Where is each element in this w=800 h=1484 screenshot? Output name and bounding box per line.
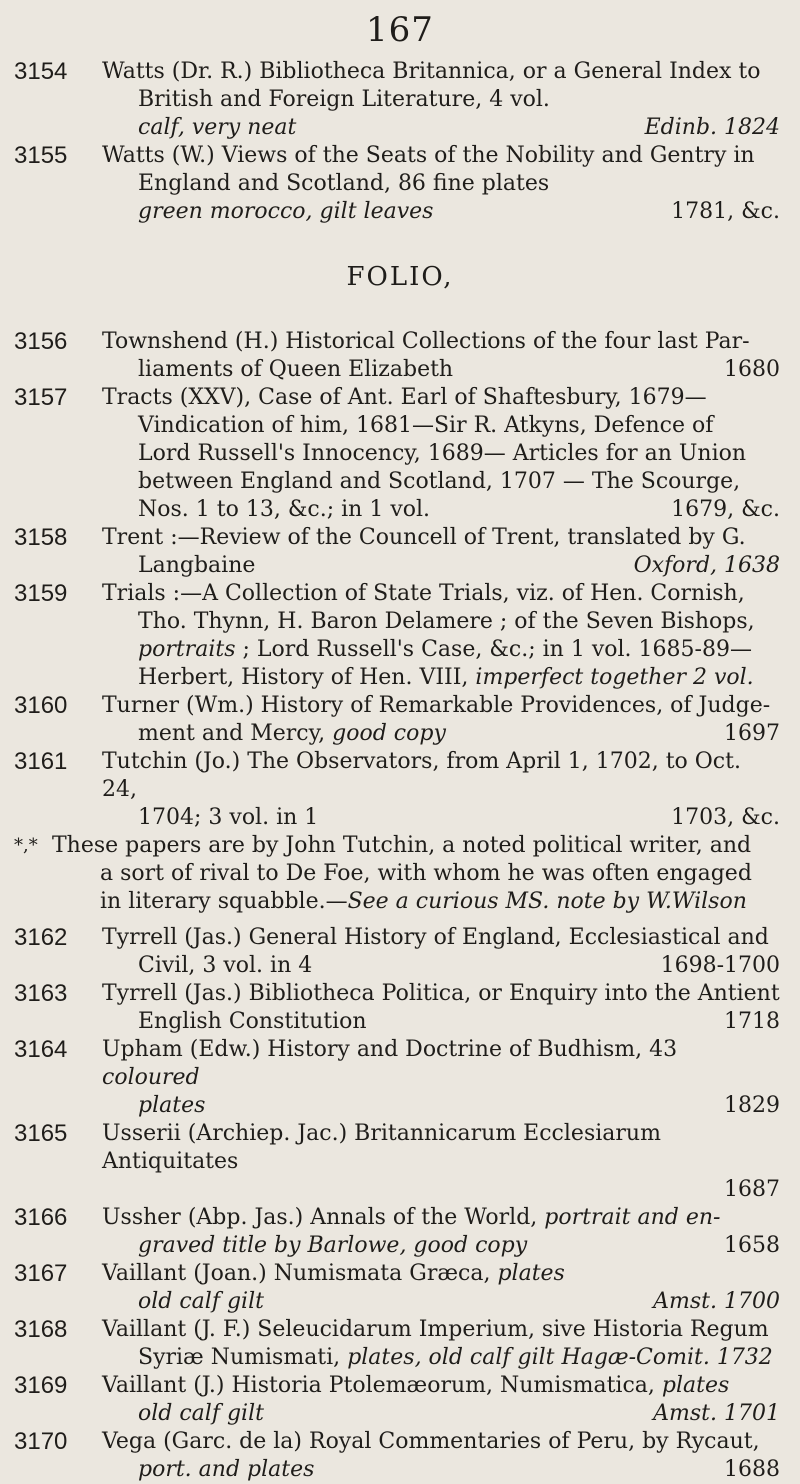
catalogue-entry <box>0 924 800 980</box>
entry-date: 1679, &c. <box>671 497 780 522</box>
entry-date: 1658 <box>724 1233 780 1258</box>
entry-detail: plates <box>497 1261 565 1286</box>
section-heading: FOLIO, <box>346 262 454 292</box>
entry-detail: portrait and en- <box>544 1205 721 1230</box>
entry-detail: plates <box>138 1093 206 1118</box>
entry-continuation: Civil, 3 vol. in 4 <box>138 953 313 978</box>
catalogue-entry <box>0 748 800 832</box>
catalogue-entry <box>0 1428 800 1484</box>
entry-title: Tyrrell (Jas.) General History of England, Ecclesiastical and <box>102 925 769 950</box>
entry-detail: imperfect <box>475 665 584 690</box>
catalogue-entries <box>0 58 800 1484</box>
entry-detail: port. and plates <box>138 1457 315 1482</box>
lot-number: 3161 <box>14 748 68 775</box>
catalogue-entry <box>0 58 800 142</box>
catalogue-entry <box>0 1204 800 1260</box>
lot-number: 3158 <box>14 524 68 551</box>
lot-number: 3168 <box>14 1316 68 1343</box>
entry-title: Vaillant (J.) Historia Ptolemæorum, Numismatica, <box>102 1373 655 1398</box>
catalogue-entry <box>0 142 800 226</box>
lot-number: 3166 <box>14 1204 68 1231</box>
catalogue-entry <box>0 980 800 1036</box>
note-text: See a curious MS. note by W.Wilson <box>347 889 747 914</box>
entry-detail: graved title by Barlowe, good copy <box>138 1233 528 1258</box>
entry-binding: calf, very neat <box>138 115 297 140</box>
entry-title: Tracts (XXV), Case of Ant. Earl of Shaftesbury, 1679— <box>102 385 707 410</box>
entry-date: 1688 <box>724 1457 780 1482</box>
entry-title: Vaillant (J. F.) Seleucidarum Imperium, sive Historia Regum <box>102 1317 769 1342</box>
catalogue-entry <box>0 692 800 748</box>
entry-title: Tutchin (Jo.) The Observators, from April 1, 1702, to Oct. 24, <box>102 749 741 802</box>
entry-title: Watts (W.) Views of the Seats of the Nobility and Gentry in <box>102 143 755 168</box>
entry-date: 1697 <box>724 721 780 746</box>
entry-title: Tyrrell (Jas.) Bibliotheca Politica, or Enquiry into the Antient <box>102 981 780 1006</box>
lot-number: 3160 <box>14 692 68 719</box>
entry-continuation: between England and Scotland, 1707 — The Scourge, <box>138 469 741 494</box>
entry-title: Turner (Wm.) History of Remarkable Providences, of Judge- <box>102 693 771 718</box>
entry-title: Trials :—A Collection of State Trials, viz. of Hen. Cornish, <box>102 581 745 606</box>
lot-number: 3169 <box>14 1372 68 1399</box>
lot-number: 3170 <box>14 1428 68 1455</box>
lot-number: 3159 <box>14 580 68 607</box>
entry-continuation: English Constitution <box>138 1009 367 1034</box>
catalogue-entry <box>0 1260 800 1316</box>
entry-date: 1829 <box>724 1093 780 1118</box>
entry-date: 1781, &c. <box>671 199 780 224</box>
entry-title: Ussher (Abp. Jas.) Annals of the World, <box>102 1205 538 1230</box>
entry-title: Vega (Garc. de la) Royal Commentaries of Peru, by Rycaut, <box>102 1429 760 1454</box>
lot-number: 3154 <box>14 58 68 85</box>
entry-continuation: ; Lord Russell's Case, &c.; in 1 vol. 1685-89— <box>242 637 752 662</box>
lot-number: 3167 <box>14 1260 68 1287</box>
entry-title: Trent :—Review of the Councell of Trent, translated by G. <box>102 525 746 550</box>
entry-continuation: British and Foreign Literature, 4 vol. <box>138 87 550 112</box>
lot-number: 3164 <box>14 1036 68 1063</box>
entry-binding: old calf gilt <box>138 1289 264 1314</box>
entry-title: Upham (Edw.) History and Doctrine of Budhism, 43 <box>102 1037 678 1062</box>
entry-detail: coloured <box>102 1065 200 1090</box>
entry-continuation: England and Scotland, 86 fine plates <box>138 171 550 196</box>
catalogue-entry <box>0 328 800 384</box>
note-text: in literary squabble.— <box>100 889 348 914</box>
entry-title: Vaillant (Joan.) Numismata Græca, <box>102 1261 491 1286</box>
entry-date: 1687 <box>724 1177 780 1202</box>
entry-title: Usserii (Archiep. Jac.) Britannicarum Ecclesiarum Antiquitates <box>102 1121 661 1174</box>
catalogue-entry <box>0 1120 800 1204</box>
entry-date: Amst. 1700 <box>653 1289 780 1314</box>
entry-continuation: Vindication of him, 1681—Sir R. Atkyns, Defence of <box>138 413 714 438</box>
entry-detail: plates <box>661 1373 730 1398</box>
catalogue-entry <box>0 580 800 692</box>
entry-title: Watts (Dr. R.) Bibliotheca Britannica, or a General Index to <box>102 59 761 84</box>
catalogue-entry <box>0 1036 800 1120</box>
entry-title: Townshend (H.) Historical Collections of the four last Par- <box>102 329 750 354</box>
entry-detail: together 2 vol. <box>590 665 754 690</box>
entry-continuation: Nos. 1 to 13, &c.; in 1 vol. <box>138 497 431 522</box>
entry-continuation: Herbert, History of Hen. VIII, <box>138 665 469 690</box>
lot-number: 3157 <box>14 384 68 411</box>
entry-continuation: Lord Russell's Innocency, 1689— Articles for an Union <box>138 441 747 466</box>
entry-date: Oxford, 1638 <box>633 553 780 578</box>
note-marker: *,* <box>14 835 38 856</box>
lot-number: 3163 <box>14 980 68 1007</box>
lot-number: 3155 <box>14 142 68 169</box>
entry-detail: portraits <box>138 637 236 662</box>
lot-number: 3162 <box>14 924 68 951</box>
lot-number: 3165 <box>14 1120 68 1147</box>
entry-date: Edinb. 1824 <box>644 115 780 140</box>
entry-date: 1698-1700 <box>660 953 780 978</box>
entry-detail: good copy <box>332 721 446 746</box>
entry-continuation: 1704; 3 vol. in 1 <box>138 805 319 830</box>
entry-continuation: ment and Mercy, <box>138 721 326 746</box>
catalogue-entry <box>0 1316 800 1372</box>
entry-continuation: liaments of Queen Elizabeth <box>138 357 454 382</box>
lot-number: 3156 <box>14 328 68 355</box>
entry-detail: plates, old calf gilt Hagæ-Comit. 1732 <box>347 1345 773 1370</box>
note-text: a sort of rival to De Foe, with whom he was often engaged <box>100 861 752 886</box>
note-text: These papers are by John Tutchin, a noted political writer, and <box>52 833 752 858</box>
entry-date: 1680 <box>724 357 780 382</box>
entry-continuation: Langbaine <box>138 553 256 578</box>
entry-binding: old calf gilt <box>138 1401 264 1426</box>
entry-binding: green morocco, gilt leaves <box>138 199 434 224</box>
page-number: 167 <box>366 10 434 50</box>
entry-continuation: Tho. Thynn, H. Baron Delamere ; of the Seven Bishops, <box>138 609 755 634</box>
entry-date: Amst. 1701 <box>653 1401 780 1426</box>
entry-continuation: Syriæ Numismati, <box>138 1345 341 1370</box>
catalogue-note <box>0 832 800 916</box>
entry-date: 1718 <box>724 1009 780 1034</box>
catalogue-entry <box>0 384 800 524</box>
entry-date: 1703, &c. <box>671 805 780 830</box>
catalogue-entry <box>0 524 800 580</box>
